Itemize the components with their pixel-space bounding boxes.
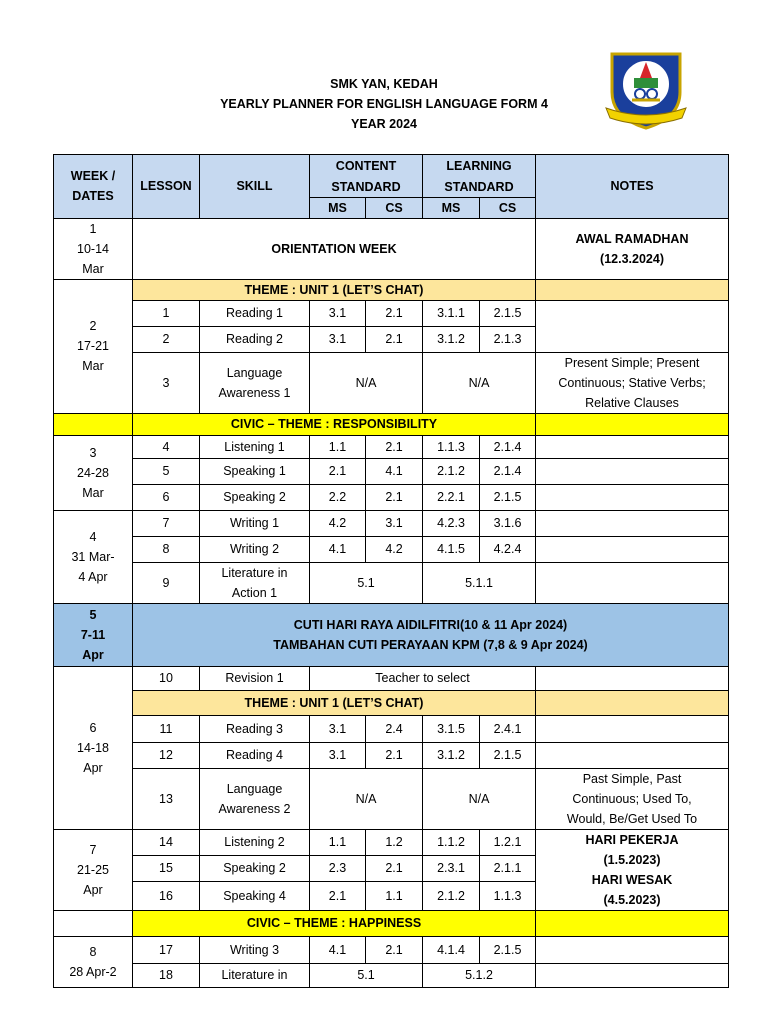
learning-ms-cell: 1.1.2 (423, 829, 480, 855)
lesson-cell: 12 (133, 742, 200, 768)
week-cell: 1 10-14 Mar (54, 218, 133, 279)
learning-cell: N/A (423, 352, 536, 413)
content-cs-cell: 2.4 (366, 715, 423, 742)
theme-banner: THEME : UNIT 1 (LET’S CHAT) (133, 279, 536, 300)
learning-ms-cell: 2.1.2 (423, 881, 480, 910)
note-cell: HARI PEKERJA (1.5.2023) HARI WESAK (4.5.2023) (536, 829, 729, 910)
learning-cell: 5.1.1 (423, 562, 536, 603)
learning-cs-cell: 2.1.1 (480, 855, 536, 881)
content-cell: 5.1 (310, 963, 423, 987)
skill-cell: Language Awareness 2 (200, 768, 310, 829)
table-row (54, 562, 729, 603)
content-cs-cell: 4.2 (366, 536, 423, 562)
civic-banner: CIVIC – THEME : HAPPINESS (133, 910, 536, 936)
learning-cell: N/A (423, 768, 536, 829)
content-cell: Teacher to select (310, 666, 536, 690)
note-cell (536, 666, 729, 690)
learning-cs-cell: 3.1.6 (480, 510, 536, 536)
header-notes: NOTES (536, 155, 729, 219)
learning-ms-cell: 2.2.1 (423, 484, 480, 510)
content-cs-cell: 1.1 (366, 881, 423, 910)
lesson-cell: 17 (133, 936, 200, 963)
note-cell (536, 742, 729, 768)
content-cs-cell: 2.1 (366, 855, 423, 881)
skill-cell: Revision 1 (200, 666, 310, 690)
lesson-cell: 5 (133, 458, 200, 484)
note-cell (536, 536, 729, 562)
week-cell-empty (54, 910, 133, 936)
content-cs-cell: 2.1 (366, 326, 423, 352)
note-cell (536, 562, 729, 603)
school-name: SMK YAN, KEDAH (330, 77, 438, 91)
table-row (54, 484, 729, 510)
header-learning-ms: MS (423, 197, 480, 218)
note-cell (536, 510, 729, 536)
table-row (54, 458, 729, 484)
learning-ms-cell: 2.3.1 (423, 855, 480, 881)
skill-cell: Reading 2 (200, 326, 310, 352)
learning-ms-cell: 4.1.5 (423, 536, 480, 562)
holiday-banner: CUTI HARI RAYA AIDILFITRI(10 & 11 Apr 2024) TAMBAHAN CUTI PERAYAAN KPM (7,8 & 9 Apr 2024) (133, 603, 729, 666)
learning-cs-cell: 2.1.3 (480, 326, 536, 352)
header-learning: LEARNING (423, 155, 536, 177)
table-row (54, 768, 729, 829)
learning-ms-cell: 2.1.2 (423, 458, 480, 484)
content-ms-cell: 2.2 (310, 484, 366, 510)
yearly-planner-table (53, 154, 729, 988)
skill-cell: Reading 3 (200, 715, 310, 742)
learning-ms-cell: 3.1.2 (423, 326, 480, 352)
learning-ms-cell: 3.1.1 (423, 300, 480, 326)
content-ms-cell: 3.1 (310, 326, 366, 352)
learning-ms-cell: 1.1.3 (423, 435, 480, 458)
planner-year: YEAR 2024 (350, 117, 417, 131)
content-ms-cell: 3.1 (310, 715, 366, 742)
week-cell: 2 17-21 Mar (54, 279, 133, 413)
table-row (54, 742, 729, 768)
learning-ms-cell: 4.1.4 (423, 936, 480, 963)
header-content-cs: CS (366, 197, 423, 218)
lesson-cell: 2 (133, 326, 200, 352)
content-cell: N/A (310, 768, 423, 829)
table-row (54, 963, 729, 987)
theme-banner-notes (536, 690, 729, 715)
content-ms-cell: 2.1 (310, 881, 366, 910)
learning-cell: 5.1.2 (423, 963, 536, 987)
content-ms-cell: 2.1 (310, 458, 366, 484)
note-cell: AWAL RAMADHAN (12.3.2024) (536, 218, 729, 279)
orientation-week: ORIENTATION WEEK (133, 218, 536, 279)
skill-cell: Listening 1 (200, 435, 310, 458)
theme-banner-notes (536, 279, 729, 300)
lesson-cell: 10 (133, 666, 200, 690)
note-cell (536, 936, 729, 963)
table-row (54, 536, 729, 562)
content-ms-cell: 4.1 (310, 536, 366, 562)
lesson-cell: 18 (133, 963, 200, 987)
learning-ms-cell: 3.1.5 (423, 715, 480, 742)
table-row (54, 435, 729, 458)
lesson-cell: 15 (133, 855, 200, 881)
table-row (54, 829, 729, 855)
content-cs-cell: 4.1 (366, 458, 423, 484)
table-row (54, 715, 729, 742)
lesson-cell: 9 (133, 562, 200, 603)
lesson-cell: 11 (133, 715, 200, 742)
content-cs-cell: 3.1 (366, 510, 423, 536)
civic-banner: CIVIC – THEME : RESPONSIBILITY (133, 413, 536, 435)
skill-cell: Writing 1 (200, 510, 310, 536)
note-cell (536, 458, 729, 484)
table-row (54, 510, 729, 536)
skill-cell: Reading 4 (200, 742, 310, 768)
header-week-dates: WEEK / DATES (54, 155, 133, 219)
lesson-cell: 14 (133, 829, 200, 855)
table-row (54, 936, 729, 963)
skill-cell: Listening 2 (200, 829, 310, 855)
skill-cell: Literature in (200, 963, 310, 987)
learning-cs-cell: 2.1.4 (480, 435, 536, 458)
content-cs-cell: 2.1 (366, 484, 423, 510)
lesson-cell: 3 (133, 352, 200, 413)
planner-title: YEARLY PLANNER FOR ENGLISH LANGUAGE FORM 4 (220, 97, 548, 111)
skill-cell: Literature in Action 1 (200, 562, 310, 603)
content-ms-cell: 3.1 (310, 300, 366, 326)
lesson-cell: 16 (133, 881, 200, 910)
week-cell: 5 7-11 Apr (54, 603, 133, 666)
skill-cell: Language Awareness 1 (200, 352, 310, 413)
learning-ms-cell: 3.1.2 (423, 742, 480, 768)
theme-banner: THEME : UNIT 1 (LET’S CHAT) (133, 690, 536, 715)
content-cs-cell: 2.1 (366, 936, 423, 963)
week-cell: 7 21-25 Apr (54, 829, 133, 910)
header-learning-cs: CS (480, 197, 536, 218)
learning-cs-cell: 2.4.1 (480, 715, 536, 742)
header-skill: SKILL (200, 155, 310, 219)
note-cell: Past Simple, Past Continuous; Used To, Would, Be/Get Used To (536, 768, 729, 829)
school-crest-icon (604, 48, 688, 132)
learning-cs-cell: 2.1.4 (480, 458, 536, 484)
content-ms-cell: 3.1 (310, 742, 366, 768)
lesson-cell: 4 (133, 435, 200, 458)
table-row (54, 666, 729, 690)
week-cell: 6 14-18 Apr (54, 666, 133, 829)
skill-cell: Writing 2 (200, 536, 310, 562)
content-ms-cell: 4.1 (310, 936, 366, 963)
lesson-cell: 6 (133, 484, 200, 510)
header-content-ms: MS (310, 197, 366, 218)
content-cs-cell: 2.1 (366, 435, 423, 458)
lesson-cell: 7 (133, 510, 200, 536)
skill-cell: Speaking 2 (200, 484, 310, 510)
note-cell (536, 484, 729, 510)
note-cell: Present Simple; Present Continuous; Stative Verbs; Relative Clauses (536, 352, 729, 413)
learning-cs-cell: 4.2.4 (480, 536, 536, 562)
civic-banner-notes (536, 413, 729, 435)
table-row (54, 352, 729, 413)
skill-cell: Reading 1 (200, 300, 310, 326)
skill-cell: Speaking 2 (200, 855, 310, 881)
content-ms-cell: 1.1 (310, 435, 366, 458)
skill-cell: Speaking 1 (200, 458, 310, 484)
civic-banner-week (54, 413, 133, 435)
week-cell: 8 28 Apr-2 (54, 936, 133, 987)
lesson-cell: 1 (133, 300, 200, 326)
learning-cs-cell: 2.1.5 (480, 742, 536, 768)
learning-cs-cell: 2.1.5 (480, 300, 536, 326)
content-cs-cell: 2.1 (366, 300, 423, 326)
lesson-cell: 8 (133, 536, 200, 562)
table-row (54, 300, 729, 326)
content-cs-cell: 1.2 (366, 829, 423, 855)
content-cell: 5.1 (310, 562, 423, 603)
content-ms-cell: 2.3 (310, 855, 366, 881)
learning-cs-cell: 2.1.5 (480, 484, 536, 510)
learning-cs-cell: 1.2.1 (480, 829, 536, 855)
note-cell (536, 300, 729, 352)
content-cs-cell: 2.1 (366, 742, 423, 768)
lesson-cell: 13 (133, 768, 200, 829)
content-ms-cell: 1.1 (310, 829, 366, 855)
header-lesson: LESSON (133, 155, 200, 219)
week-cell: 3 24-28 Mar (54, 435, 133, 510)
note-cell (536, 435, 729, 458)
note-cell (536, 715, 729, 742)
content-cell: N/A (310, 352, 423, 413)
content-ms-cell: 4.2 (310, 510, 366, 536)
skill-cell: Speaking 4 (200, 881, 310, 910)
header-content-standard: STANDARD (310, 177, 423, 198)
learning-cs-cell: 1.1.3 (480, 881, 536, 910)
skill-cell: Writing 3 (200, 936, 310, 963)
header-content: CONTENT (310, 155, 423, 177)
learning-cs-cell: 2.1.5 (480, 936, 536, 963)
week-cell: 4 31 Mar- 4 Apr (54, 510, 133, 603)
civic-banner-notes (536, 910, 729, 936)
note-cell (536, 963, 729, 987)
header-learning-standard: STANDARD (423, 177, 536, 198)
learning-ms-cell: 4.2.3 (423, 510, 480, 536)
